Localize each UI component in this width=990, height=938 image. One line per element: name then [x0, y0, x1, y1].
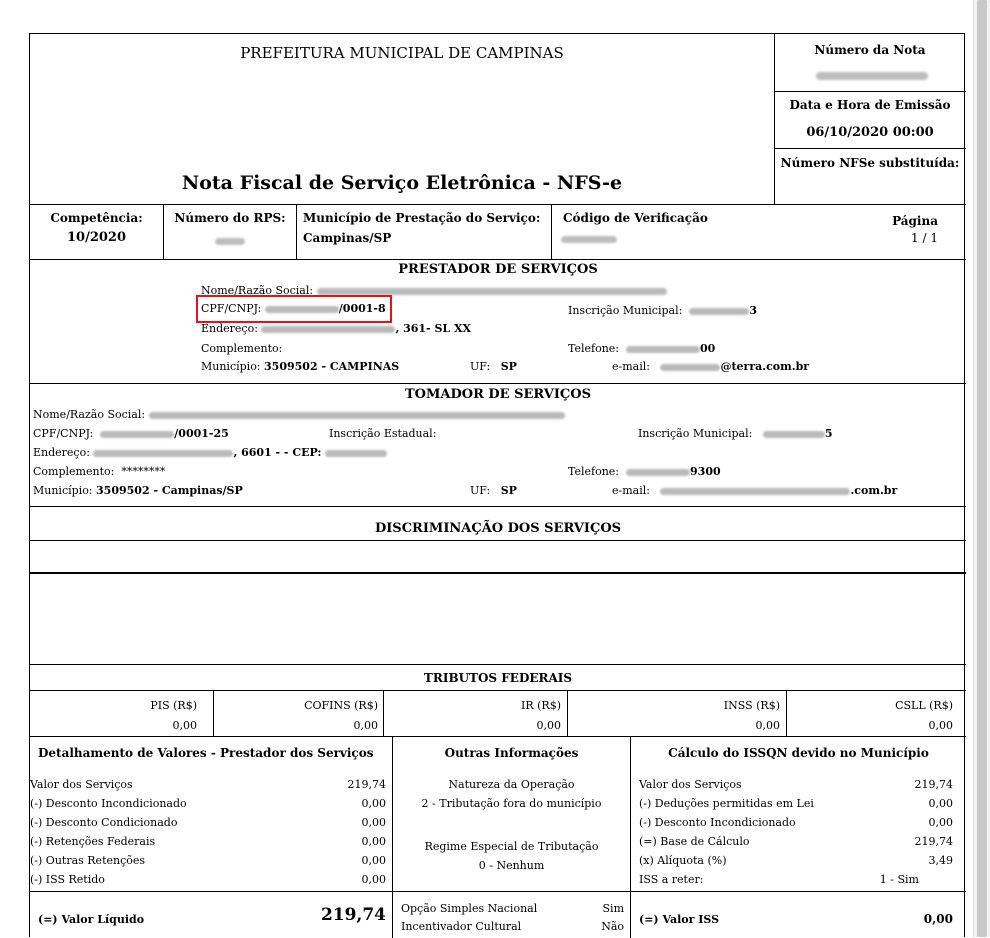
tomador-municipio-label: Município: [33, 484, 93, 497]
prestador-telefone [568, 342, 715, 355]
pis-value: 0,00 [172, 719, 197, 732]
csll-value: 0,00 [928, 719, 953, 732]
nfse-document [29, 33, 965, 937]
municipio-prestacao-label: Município de Prestação do Serviço: [303, 211, 541, 225]
tomador-email [612, 484, 897, 497]
tomador-uf-value: SP [500, 484, 517, 497]
prestador-title: PRESTADOR DE SERVIÇOS [398, 262, 598, 277]
issqn-row [639, 797, 953, 815]
issqn-row [639, 816, 953, 834]
ir-label: IR (R$) [521, 699, 561, 712]
rps-redacted [215, 238, 245, 245]
prestador-nome-label: Nome/Razão Social: [201, 284, 314, 297]
prestador-uf [470, 360, 517, 373]
tomador-telefone [568, 465, 721, 478]
detalhamento-row-value: 0,00 [361, 873, 386, 886]
tomador-nome-redacted [149, 412, 565, 419]
rule [30, 204, 966, 205]
rule [30, 736, 966, 737]
tomador-email-suffix: .com.br [850, 484, 898, 497]
tomador-cpf [33, 427, 229, 440]
detalhamento-row-value: 0,00 [361, 835, 386, 848]
tomador-nome-label: Nome/Razão Social: [33, 408, 146, 421]
rule [30, 690, 966, 691]
tomador-complemento [33, 465, 165, 478]
rule [30, 506, 966, 507]
detalhamento-row-label: (-) ISS Retido [30, 873, 105, 886]
issqn-row-label: Valor dos Serviços [639, 778, 742, 791]
tomador-complemento-label: Complemento: [33, 465, 115, 478]
codigo-label: Código de Verificação [563, 211, 708, 225]
issqn-row [639, 835, 953, 853]
detalhamento-row-value: 0,00 [361, 797, 386, 810]
tomador-inscricao-municipal-label: Inscrição Municipal: [638, 427, 753, 440]
detalhamento-row-value: 0,00 [361, 816, 386, 829]
detalhamento-row [30, 854, 386, 872]
cofins-value: 0,00 [353, 719, 378, 732]
tomador-telefone-label: Telefone: [568, 465, 620, 478]
tomador-cpf-label: CPF/CNPJ: [33, 427, 94, 440]
rule [30, 383, 966, 384]
inss-label: INSS (R$) [723, 699, 780, 712]
prestador-uf-value: SP [500, 360, 517, 373]
tomador-endereco [33, 446, 387, 459]
valor-iss-label: (=) Valor ISS [639, 913, 720, 926]
issqn-row-label: (=) Base de Cálculo [639, 835, 750, 848]
rule [775, 91, 966, 92]
pis-label: PIS (R$) [150, 699, 197, 712]
prestador-endereco-redacted [261, 326, 395, 333]
prestador-inscricao-redacted [689, 308, 749, 315]
prestador-email-redacted [660, 364, 720, 371]
prestador-nome-redacted [317, 288, 667, 295]
tomador-cpf-redacted [100, 431, 174, 438]
prestador-telefone-redacted [626, 346, 700, 353]
rule [30, 540, 966, 541]
tomador-endereco-redacted [93, 450, 233, 457]
issqn-row-value: 0,00 [928, 797, 953, 810]
codigo-redacted [561, 236, 617, 243]
simples-value: Sim [602, 902, 624, 915]
issqn-row-label: (-) Deduções permitidas em Lei [639, 797, 814, 810]
issqn-row-label: (-) Desconto Incondicionado [639, 816, 796, 829]
prestador-inscricao-suffix: 3 [749, 304, 757, 317]
detalhamento-row-label: (-) Retenções Federais [30, 835, 156, 848]
prestador-cpf-suffix: /0001-8 [338, 302, 386, 315]
issqn-row [639, 778, 953, 796]
detalhamento-row-value: 219,74 [347, 778, 386, 791]
prestador-cpf-label: CPF/CNPJ: [201, 302, 262, 315]
tomador-inscricao-municipal-redacted [763, 431, 825, 438]
tomador-email-label: e-mail: [612, 484, 650, 497]
valor-liquido-label: (=) Valor Líquido [38, 913, 145, 926]
issqn-row-value: 219,74 [914, 778, 953, 791]
cofins-label: COFINS (R$) [304, 699, 378, 712]
numero-nota-label: Número da Nota [814, 43, 926, 57]
prefeitura-title: PREFEITURA MUNICIPAL DE CAMPINAS [240, 44, 564, 62]
tomador-uf-label: UF: [470, 484, 491, 497]
issqn-title: Cálculo do ISSQN devido no Município [668, 746, 929, 760]
competencia-value: 10/2020 [66, 230, 127, 245]
discriminacao-separator [30, 572, 966, 574]
prestador-cpf [201, 302, 386, 315]
tomador-cpf-suffix: /0001-25 [174, 427, 229, 440]
valor-iss-value: 0,00 [923, 912, 953, 926]
detalhamento-title: Detalhamento de Valores - Prestador dos Serviços [38, 746, 374, 760]
prestador-endereco [201, 322, 471, 335]
tomador-title: TOMADOR DE SERVIÇOS [405, 387, 591, 402]
issqn-row [639, 854, 953, 872]
tributos-title: TRIBUTOS FEDERAIS [423, 671, 573, 685]
detalhamento-row-label: (-) Desconto Incondicionado [30, 797, 187, 810]
vertical-scrollbar[interactable] [973, 0, 990, 937]
emissao-label: Data e Hora de Emissão [789, 98, 951, 112]
issqn-row-value: 0,00 [928, 816, 953, 829]
prestador-endereco-label: Endereço: [201, 322, 258, 335]
detalhamento-row-label: Valor dos Serviços [30, 778, 133, 791]
rule [551, 204, 552, 259]
tomador-municipio [33, 484, 243, 497]
prestador-municipio-label: Município: [201, 360, 261, 373]
tomador-municipio-value: 3509502 - Campinas/SP [96, 484, 243, 497]
rule [30, 664, 966, 665]
tomador-endereco-label: Endereço: [33, 446, 90, 459]
issqn-row-value: 219,74 [914, 835, 953, 848]
tomador-uf [470, 484, 517, 497]
issqn-row-value: 1 - Sim [879, 873, 919, 886]
pagina-label: Página [892, 214, 938, 228]
tomador-telefone-suffix: 9300 [690, 465, 721, 478]
tomador-endereco-middle: , 6601 - - CEP: [233, 446, 322, 459]
tomador-email-redacted [660, 488, 850, 495]
outras-title: Outras Informações [444, 746, 579, 760]
detalhamento-row [30, 778, 386, 796]
rule [392, 736, 393, 938]
issqn-row-label: (x) Alíquota (%) [639, 854, 727, 867]
prestador-endereco-suffix: , 361- SL XX [395, 322, 472, 335]
document-title: Nota Fiscal de Serviço Eletrônica - NFS-e [181, 172, 623, 194]
tomador-cep-redacted [325, 450, 387, 457]
tomador-telefone-redacted [626, 469, 690, 476]
ir-value: 0,00 [536, 719, 561, 732]
valor-liquido-value: 219,74 [320, 905, 386, 925]
prestador-telefone-suffix: 00 [700, 342, 716, 355]
tomador-inscricao-municipal-suffix: 5 [824, 427, 833, 440]
prestador-municipio [201, 360, 399, 373]
tomador-inscricao-estadual-label: Inscrição Estadual: [329, 427, 437, 440]
detalhamento-row [30, 873, 386, 891]
issqn-row-label: ISS a reter: [639, 873, 704, 886]
rule [30, 259, 966, 260]
prestador-cpf-redacted [265, 306, 339, 313]
natureza-value: 2 - Tributação fora do município [421, 797, 602, 810]
substituida-label: Número NFSe substituída: [780, 156, 960, 170]
scrollbar-thumb[interactable] [977, 0, 987, 937]
prestador-uf-label: UF: [470, 360, 491, 373]
detalhamento-row-value: 0,00 [361, 854, 386, 867]
prestador-inscricao-label: Inscrição Municipal: [568, 304, 683, 317]
detalhamento-row [30, 816, 386, 834]
rule [630, 736, 631, 938]
numero-nota-redacted [816, 72, 928, 80]
rule [30, 891, 966, 892]
detalhamento-row-label: (-) Desconto Condicionado [30, 816, 178, 829]
emissao-value: 06/10/2020 00:00 [806, 125, 934, 140]
detalhamento-row [30, 797, 386, 815]
incentivador-value: Não [601, 920, 624, 933]
municipio-prestacao-value: Campinas/SP [303, 231, 392, 245]
tomador-complemento-value: ******** [121, 465, 166, 478]
prestador-complemento-label: Complemento: [201, 342, 283, 355]
regime-label: Regime Especial de Tributação [424, 840, 599, 853]
rps-label: Número do RPS: [174, 211, 286, 225]
prestador-inscricao [568, 304, 757, 317]
tomador-inscricao-municipal [638, 427, 832, 440]
natureza-label: Natureza da Operação [448, 778, 575, 791]
csll-label: CSLL (R$) [895, 699, 953, 712]
tomador-nome [33, 408, 565, 421]
detalhamento-row-label: (-) Outras Retenções [30, 854, 146, 867]
prestador-email-suffix: @terra.com.br [720, 360, 810, 373]
incentivador-label: Incentivador Cultural [401, 920, 522, 933]
competencia-label: Competência: [50, 211, 143, 225]
regime-value: 0 - Nenhum [478, 859, 545, 872]
rule [296, 204, 297, 259]
header-divider [774, 34, 775, 204]
pagina-value: 1 / 1 [911, 231, 938, 245]
simples-label: Opção Simples Nacional [401, 902, 538, 915]
prestador-email-label: e-mail: [612, 360, 650, 373]
issqn-row [639, 873, 953, 891]
prestador-municipio-value: 3509502 - CAMPINAS [264, 360, 400, 373]
issqn-row-value: 3,49 [928, 854, 953, 867]
prestador-email [612, 360, 809, 373]
discriminacao-title: DISCRIMINAÇÃO DOS SERVIÇOS [374, 521, 622, 536]
rule [775, 148, 966, 149]
inss-value: 0,00 [755, 719, 780, 732]
prestador-telefone-label: Telefone: [568, 342, 620, 355]
detalhamento-row [30, 835, 386, 853]
